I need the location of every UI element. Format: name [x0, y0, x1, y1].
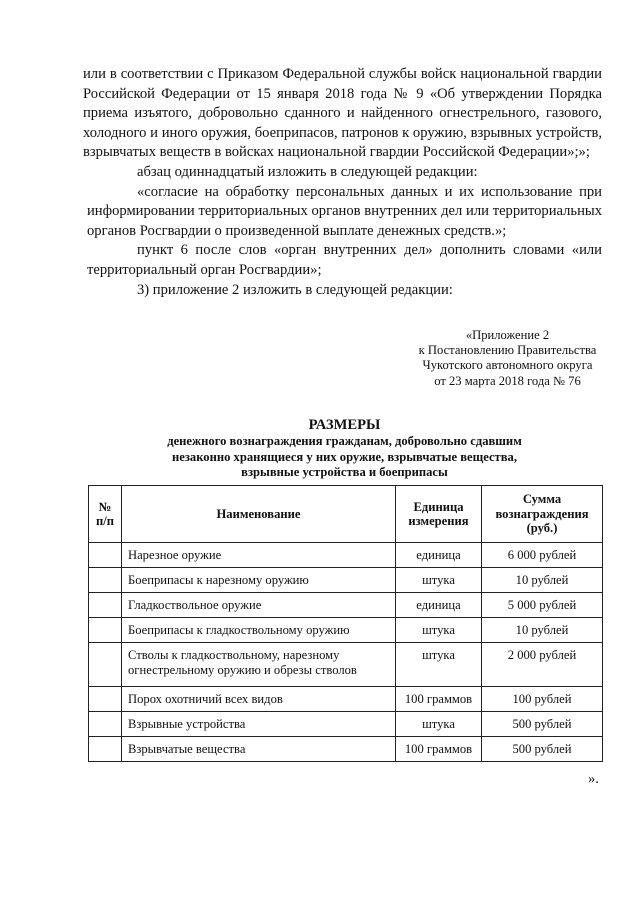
subtitle-line: незаконно хранящиеся у них оружие, взрывчатые вещества, [172, 449, 517, 464]
cell-unit: штука [396, 712, 482, 737]
subtitle-line: денежного вознаграждения гражданам, добровольно сдавшим [167, 434, 522, 448]
header-name: Наименование [122, 486, 396, 543]
cell-unit: 100 граммов [396, 687, 482, 712]
paragraph-order-reference: или в соответствии с Приказом Федеральной службы войск национальной гвардии Российской Федерации от 15 января 2018 года № 9 «Об утверждении Порядка приема изъятого, добровольно сданного и найденного огнестрельного, газового, холодного и иного оружия, боеприпасов, патронов к оружию, взрывных устройств, взрывчатых веществ в войсках национальной гвардии Российской Федерации»;»; [83, 66, 602, 161]
document-title: РАЗМЕРЫ [308, 417, 381, 433]
closing-quote: ». [588, 771, 599, 787]
cell-name: Боеприпасы к нарезному оружию [122, 568, 396, 593]
cell-name: Взрывные устройства [122, 712, 396, 737]
cell-sum: 10 рублей [482, 568, 603, 593]
appendix-ref-line: «Приложение 2 [465, 328, 550, 342]
table-row [89, 543, 603, 568]
cell-sum: 500 рублей [482, 712, 603, 737]
appendix-ref-line: Чукотского автономного округа [422, 358, 593, 373]
title-block [87, 416, 602, 481]
cell-unit: 100 граммов [396, 737, 482, 762]
body-text [83, 65, 602, 300]
cell-unit: штука [396, 568, 482, 593]
cell-unit: штука [396, 618, 482, 643]
cell-sum: 6 000 рублей [482, 543, 603, 568]
table-row [89, 712, 603, 737]
cell-num [89, 618, 122, 643]
cell-num [89, 687, 122, 712]
subtitle-line: взрывные устройства и боеприпасы [241, 465, 448, 480]
cell-sum: 2 000 рублей [482, 643, 603, 687]
appendix-ref-line: к Постановлению Правительства [418, 343, 597, 358]
cell-name: Стволы к гладкоствольному, нарезному огнестрельному оружию и обрезы стволов [122, 643, 396, 687]
cell-unit: штука [396, 643, 482, 687]
appendix-ref-line: от 23 марта 2018 года № 76 [434, 373, 581, 388]
cell-name: Порох охотничий всех видов [122, 687, 396, 712]
cell-num [89, 543, 122, 568]
cell-name: Взрывчатые вещества [122, 737, 396, 762]
table-row [89, 737, 603, 762]
header-num: № п/п [89, 486, 122, 543]
cell-name: Нарезное оружие [122, 543, 396, 568]
cell-num [89, 593, 122, 618]
cell-unit: единица [396, 593, 482, 618]
cell-sum: 500 рублей [482, 737, 603, 762]
table-row [89, 568, 603, 593]
cell-unit: единица [396, 543, 482, 568]
appendix-reference [385, 328, 630, 389]
cell-name: Боеприпасы к гладкоствольному оружию [122, 618, 396, 643]
awards-table [88, 485, 603, 762]
table-row [89, 687, 603, 712]
cell-num [89, 568, 122, 593]
paragraph-eleventh-clause: абзац одиннадцатый изложить в следующей редакции: [137, 163, 478, 180]
cell-sum: 10 рублей [482, 618, 603, 643]
table-row [89, 593, 603, 618]
cell-sum: 5 000 рублей [482, 593, 603, 618]
table-row [89, 618, 603, 643]
cell-sum: 100 рублей [482, 687, 603, 712]
cell-num [89, 737, 122, 762]
header-sum: Сумма вознаграждения (руб.) [482, 486, 603, 543]
paragraph-consent: «согласие на обработку персональных данных и их использование при информировании территориальных органов внутренних дел или территориальных органов Росгвардии о произведенной выплате денежных средств.»; [87, 183, 602, 239]
table-row [89, 643, 603, 687]
paragraph-appendix-2: 3) приложение 2 изложить в следующей редакции: [137, 281, 453, 298]
paragraph-point-6: пункт 6 после слов «орган внутренних дел» дополнить словами «или территориальный орган Росгвардии»; [87, 242, 602, 278]
cell-num [89, 643, 122, 687]
cell-name: Гладкоствольное оружие [122, 593, 396, 618]
table-header-row [89, 486, 603, 543]
cell-num [89, 712, 122, 737]
header-unit: Единица измерения [396, 486, 482, 543]
